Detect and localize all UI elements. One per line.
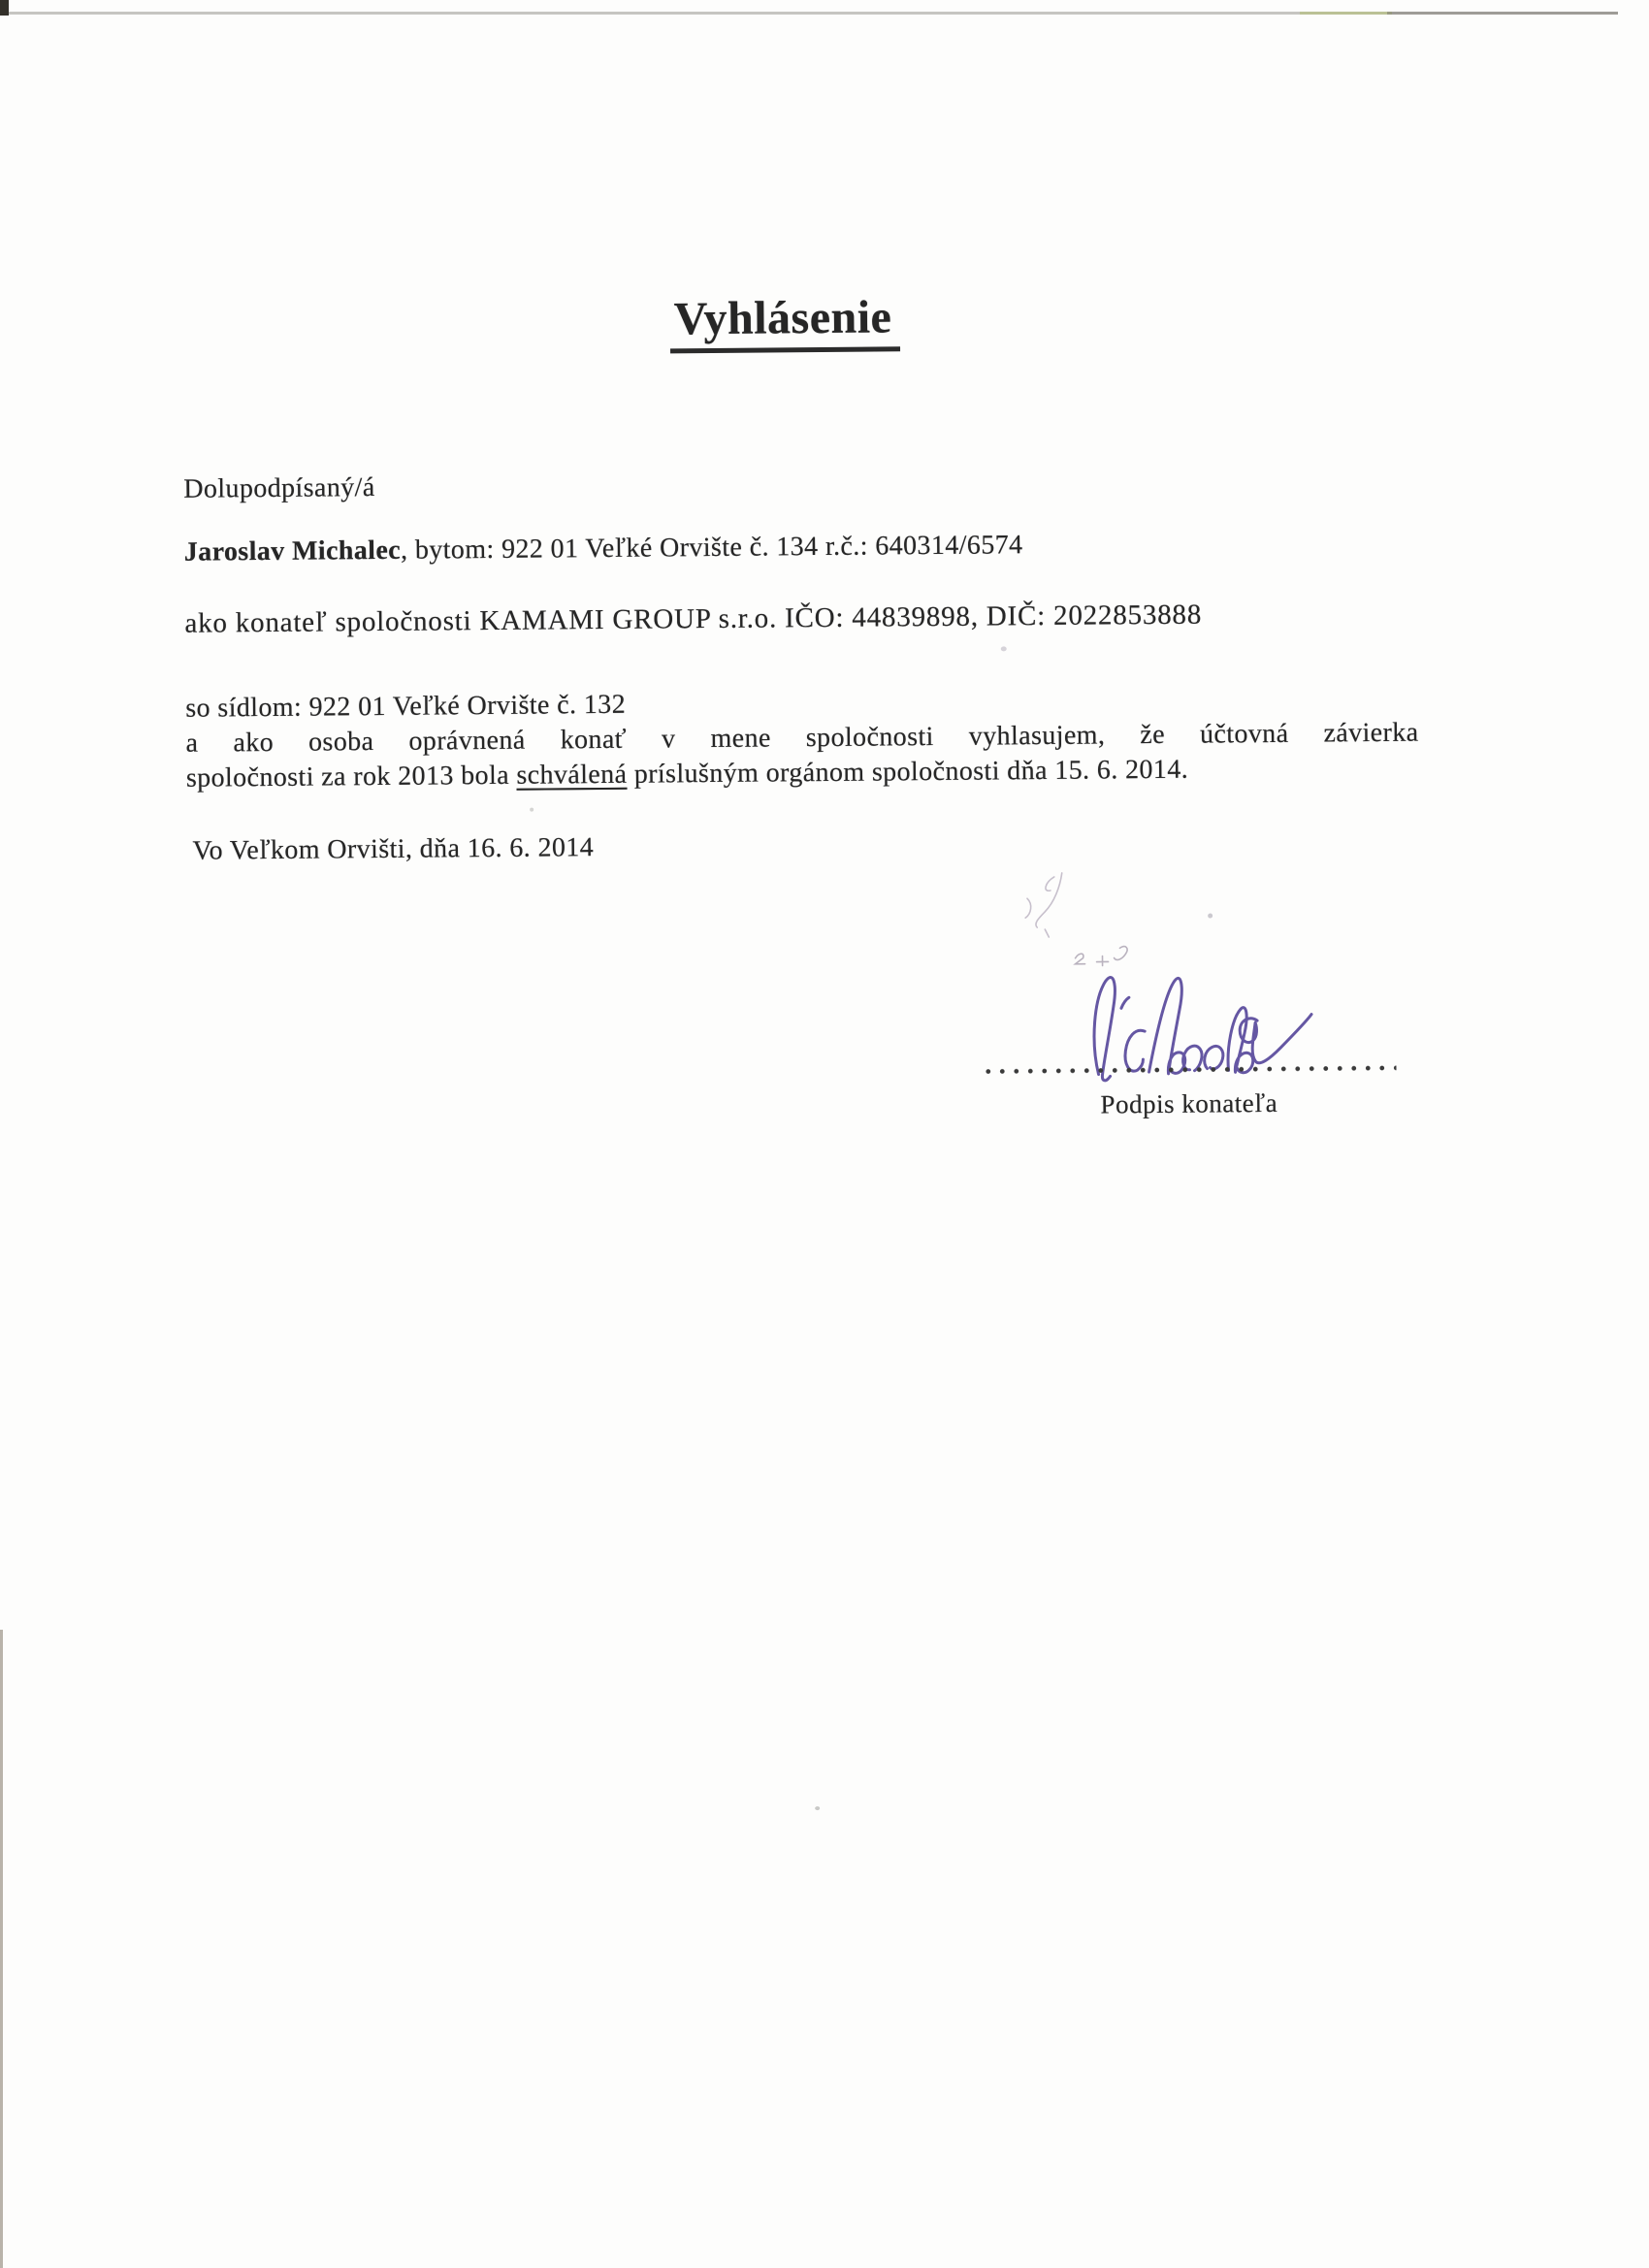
document-title: Vyhlásenie — [670, 290, 900, 353]
declaration-line2-before: spoločnosti za rok 2013 bola — [185, 760, 517, 794]
place-date-line: Vo Veľkom Orvišti, dňa 16. 6. 2014 — [192, 832, 595, 866]
declaration-line2-after: príslušným orgánom spoločnosti dňa 15. 6. 2014. — [627, 754, 1189, 790]
signature-label: Podpis konateľa — [1100, 1087, 1278, 1119]
declaration-paragraph — [185, 681, 1419, 796]
seat-line: so sídlom: 922 01 Veľké Orvište č. 132 — [185, 689, 627, 724]
pencil-marks-icon — [1069, 940, 1142, 968]
pencil-smudge-icon — [1016, 869, 1084, 943]
declaration-line1: a ako osoba oprávnená konať v mene spoločnosti vyhlasujem, že účtovná závierka — [185, 717, 1419, 759]
intro-line: Dolupodpísaný/á — [183, 472, 375, 504]
ink-speck — [1001, 646, 1007, 651]
ink-speck — [530, 808, 534, 812]
person-details: , bytom: 922 01 Veľké Orvište č. 134 r.č.: 640314/6574 — [400, 530, 1023, 566]
declaration-underlined-word: schválená — [516, 759, 628, 791]
ink-speck — [815, 1806, 820, 1810]
scanner-left-edge-line — [0, 1630, 3, 2268]
person-line — [184, 530, 1023, 568]
person-name: Jaroslav Michalec — [183, 535, 402, 567]
company-line: ako konateľ spoločnosti KAMAMI GROUP s.r.o. IČO: 44839898, DIČ: 2022853888 — [184, 599, 1203, 639]
ink-speck — [1208, 914, 1212, 919]
